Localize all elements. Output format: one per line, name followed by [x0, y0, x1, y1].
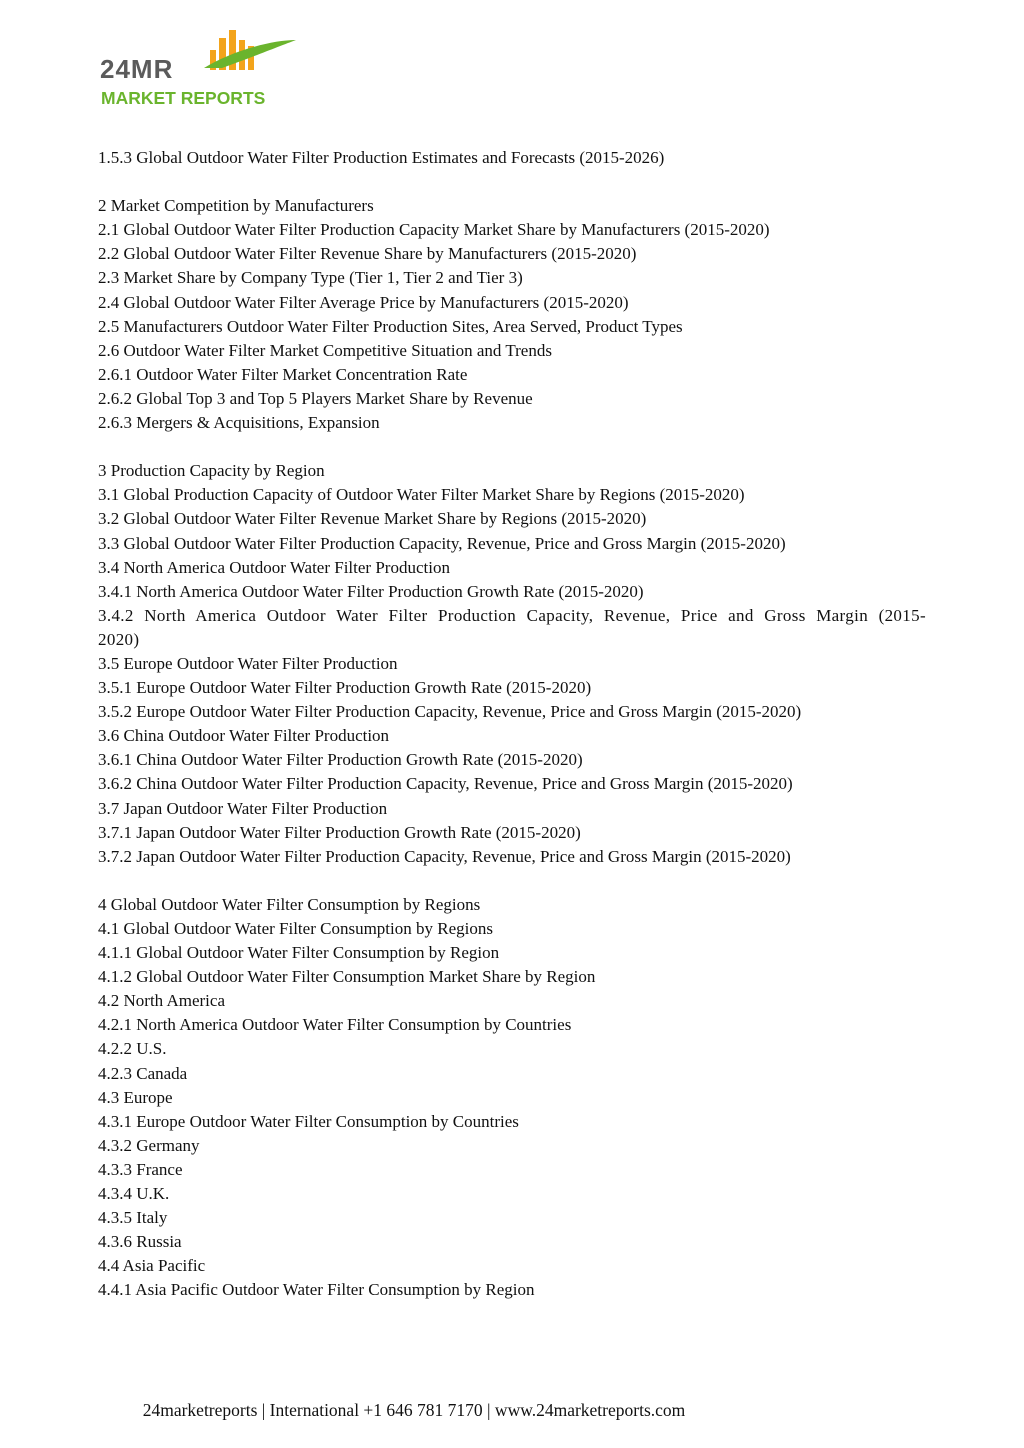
toc-entry: 4.1.2 Global Outdoor Water Filter Consumption Market Share by Region [98, 967, 596, 987]
toc-entry: 3.5 Europe Outdoor Water Filter Production [98, 653, 398, 673]
section-spacer [98, 170, 926, 194]
toc-entry: 3.4.2 North America Outdoor Water Filter Production Capacity, Revenue, Price and Gross Margin (2015-2020) [98, 605, 926, 649]
toc-entry: 4.2 North America [98, 991, 225, 1011]
toc-entry: 3.7 Japan Outdoor Water Filter Production [98, 798, 388, 818]
toc-entry: 4.3.5 Italy [98, 1208, 168, 1228]
toc-entry: 2 Market Competition by Manufacturers [98, 196, 374, 216]
toc-entry: 3.2 Global Outdoor Water Filter Revenue Market Share by Regions (2015-2020) [98, 509, 647, 529]
toc-entry: 4.3.4 U.K. [98, 1184, 170, 1204]
toc-entry: 3.6.2 China Outdoor Water Filter Production Capacity, Revenue, Price and Gross Margin (2015-2020) [98, 774, 793, 794]
toc-entry: 4.2.1 North America Outdoor Water Filter Consumption by Countries [98, 1015, 572, 1035]
section-spacer [98, 435, 926, 459]
logo-icon [100, 28, 305, 108]
logo-name: MARKET REPORTS [101, 88, 266, 108]
toc-entry: 4.4.1 Asia Pacific Outdoor Water Filter Consumption by Region [98, 1280, 535, 1300]
toc-entry: 1.5.3 Global Outdoor Water Filter Production Estimates and Forecasts (2015-2026) [98, 148, 665, 167]
company-logo [100, 28, 305, 108]
section-spacer [98, 869, 926, 893]
toc-entry: 2.6.3 Mergers & Acquisitions, Expansion [98, 413, 380, 433]
toc-entry: 3.6 China Outdoor Water Filter Production [98, 726, 390, 746]
toc-entry: 2.6 Outdoor Water Filter Market Competitive Situation and Trends [98, 340, 552, 360]
toc-entry: 4.1 Global Outdoor Water Filter Consumption by Regions [98, 919, 493, 938]
toc-entry: 4.3 Europe [98, 1087, 173, 1107]
toc-entry: 3.4.1 North America Outdoor Water Filter Production Growth Rate (2015-2020) [98, 581, 644, 601]
toc-entry: 4.4 Asia Pacific [98, 1256, 206, 1276]
toc-entry: 4.2.2 U.S. [98, 1039, 167, 1059]
toc-entry: 3.4 North America Outdoor Water Filter Production [98, 557, 450, 577]
toc-entry: 2.6.2 Global Top 3 and Top 5 Players Market Share by Revenue [98, 388, 533, 408]
toc-entry: 3.7.2 Japan Outdoor Water Filter Production Capacity, Revenue, Price and Gross Margin (2015-2020) [98, 846, 791, 866]
toc-entry: 3.5.1 Europe Outdoor Water Filter Production Growth Rate (2015-2020) [98, 678, 592, 698]
toc-entry: 4 Global Outdoor Water Filter Consumption by Regions [98, 894, 481, 914]
toc-entry: 4.3.6 Russia [98, 1232, 182, 1252]
toc-entry: 4.1.1 Global Outdoor Water Filter Consumption by Region [98, 943, 500, 963]
toc-entry: 2.5 Manufacturers Outdoor Water Filter Production Sites, Area Served, Product Types [98, 316, 683, 336]
toc-entry: 2.1 Global Outdoor Water Filter Production Capacity Market Share by Manufacturers (2015-2020) [98, 220, 770, 240]
toc-entry: 2.4 Global Outdoor Water Filter Average Price by Manufacturers (2015-2020) [98, 292, 629, 312]
toc-entry: 4.2.3 Canada [98, 1063, 188, 1083]
toc-entry: 4.3.1 Europe Outdoor Water Filter Consumption by Countries [98, 1111, 519, 1131]
toc-entry: 2.2 Global Outdoor Water Filter Revenue Share by Manufacturers (2015-2020) [98, 244, 637, 264]
toc-entry: 3 Production Capacity by Region [98, 461, 325, 481]
table-of-contents [98, 146, 926, 1303]
toc-entry: 3.7.1 Japan Outdoor Water Filter Production Growth Rate (2015-2020) [98, 822, 581, 842]
toc-entry: 3.6.1 China Outdoor Water Filter Production Growth Rate (2015-2020) [98, 750, 583, 770]
toc-entry: 2.3 Market Share by Company Type (Tier 1, Tier 2 and Tier 3) [98, 268, 523, 288]
toc-entry: 4.3.2 Germany [98, 1135, 200, 1155]
toc-entry: 3.3 Global Outdoor Water Filter Production Capacity, Revenue, Price and Gross Margin (2015-2020) [98, 533, 786, 553]
toc-entry: 3.1 Global Production Capacity of Outdoor Water Filter Market Share by Regions (2015-2020) [98, 485, 745, 505]
logo-mark: 24MR [100, 54, 174, 84]
toc-entry: 2.6.1 Outdoor Water Filter Market Concentration Rate [98, 364, 468, 384]
page-footer: 24marketreports | International +1 646 781 7170 | www.24marketreports.com [142, 1400, 686, 1420]
toc-entry: 4.3.3 France [98, 1159, 183, 1179]
toc-entry: 3.5.2 Europe Outdoor Water Filter Production Capacity, Revenue, Price and Gross Margin (2015-2020) [98, 702, 802, 722]
